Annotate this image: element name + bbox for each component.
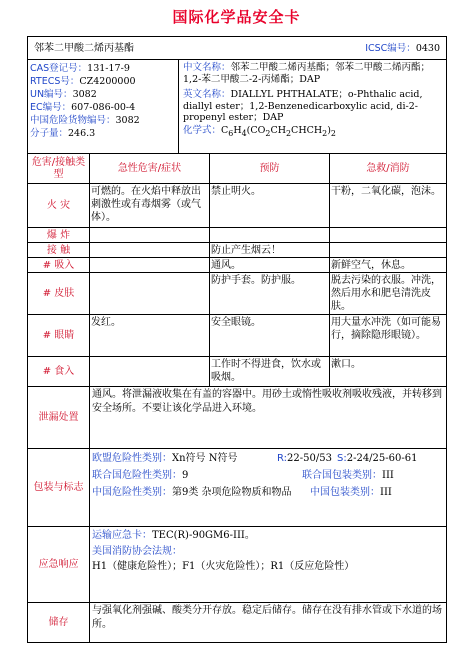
transport-card-line: [92, 528, 444, 543]
hazard-type: # 皮肤: [42, 288, 75, 299]
hazard-aid: [329, 228, 446, 242]
formula-line: [183, 125, 442, 139]
hazard-type: 爆 炸: [46, 229, 71, 241]
hazard-prevention: 工作时不得进食，饮水或吸烟。: [209, 357, 329, 386]
storage-text: 与强氧化剂强碱、酸类分开存放。稳定后储存。储存在没有排水管或下水道的场所。: [89, 603, 446, 642]
hazard-type: # 食入: [42, 366, 75, 377]
un-class-value: 9: [182, 470, 189, 481]
hazard-row-eyes: [28, 314, 446, 356]
hazard-table-header: [28, 153, 446, 183]
hazard-symptoms: 可燃的。在火焰中释放出刺激性或有毒烟雾（或气体）。: [89, 184, 209, 227]
transport-card-label: 运输应急卡：: [92, 530, 152, 541]
hazard-row-ingestion: [28, 356, 446, 386]
mw-line: [30, 127, 176, 140]
packaging-label: 包装与标志: [33, 482, 84, 493]
card-header: [28, 37, 446, 59]
ec-line: [30, 101, 176, 114]
hazard-aid: 漱口。: [329, 357, 446, 386]
cn-class-label: 中国危险性类别：: [92, 487, 172, 498]
rtecs-line: [30, 75, 176, 88]
emergency-section: [28, 526, 446, 602]
rtecs-value: CZ4200000: [79, 76, 136, 87]
ec-value: 607-086-00-4: [71, 102, 136, 113]
r-value: 22-50/53: [287, 453, 332, 464]
un-pack-label: 联合国包装类别：: [302, 470, 382, 481]
cn-name-line: [183, 62, 442, 85]
hazard-aid: 用大量水冲洗（如可能易行，摘除隐形眼镜）。: [329, 315, 446, 356]
icsc-value: 0430: [415, 42, 440, 54]
identifiers: [28, 60, 178, 153]
hazard-symptoms: 发红。: [89, 315, 209, 356]
cn-class-line: [92, 484, 444, 501]
hazard-prevention: [209, 228, 329, 242]
hazard-symptoms: [89, 357, 209, 386]
icsc-number: [365, 42, 446, 55]
eu-class-label: 欧盟危险性类别：: [92, 453, 172, 464]
col-prevention-header: 预防: [209, 154, 329, 183]
un-class-line: [92, 467, 444, 484]
en-name-value: DIALLYL PHTHALATE；o-Phthalic acid, diallyl ester；1,2-Benzenedicarboxylic acid, di-2-propenyl ester；DAP: [183, 89, 423, 123]
spill-section: [28, 386, 446, 448]
cas-label: CAS登记号：: [30, 63, 88, 74]
hazard-prevention: 防护手套。防护服。: [209, 273, 329, 314]
formula-label: 化学式：: [183, 124, 222, 136]
col-aid-header: 急救/消防: [329, 154, 446, 183]
names: [178, 60, 446, 153]
hazard-type: # 眼睛: [42, 330, 75, 341]
cn-name-value: 邻苯二甲酸二烯丙基酯；邻苯二甲酸二烯丙酯；1,2-苯二甲酸二-2-丙烯酯；DAP: [183, 62, 431, 85]
spill-text: 通风。将泄漏液收集在有盖的容器中。用砂土或惰性吸收剂吸收残液，并转移到安全场所。不要让该化学品进入环境。: [89, 387, 446, 448]
hazard-row-skin: [28, 272, 446, 314]
hazard-aid: 脱去污染的衣服。冲洗，然后用水和肥皂清洗皮肤。: [329, 273, 446, 314]
cn-name-label: 中文名称：: [183, 62, 231, 73]
cas-value: 131-17-9: [87, 63, 130, 74]
emergency-content: [89, 527, 446, 602]
storage-label: 储存: [48, 617, 69, 628]
cas-line: [30, 62, 176, 75]
packaging-content: [89, 449, 446, 526]
hazard-type: # 吸入: [42, 259, 75, 271]
hazard-symptoms: [89, 273, 209, 314]
hazard-aid: [329, 243, 446, 257]
hazard-symptoms: [89, 243, 209, 257]
r-label: R:: [277, 453, 288, 464]
icsc-label: ICSC编号：: [365, 42, 416, 54]
mw-value: 246.3: [68, 128, 96, 139]
hazard-row-inhalation: [28, 257, 446, 272]
col-symptoms-header: 急性危害/症状: [89, 154, 209, 183]
un-label: UN编号：: [30, 89, 73, 100]
un-line: [30, 88, 176, 101]
hazard-type: 火 灾: [46, 200, 71, 211]
un-pack-value: III: [382, 470, 394, 481]
safety-card: [27, 36, 447, 643]
hazard-symptoms: [89, 228, 209, 242]
hazard-prevention: 通风。: [209, 258, 329, 272]
mw-label: 分子量：: [30, 128, 69, 139]
hazard-aid: 新鲜空气，休息。: [329, 258, 446, 272]
ec-label: EC编号：: [30, 102, 72, 113]
rtecs-label: RTECS号：: [30, 76, 80, 87]
cn-label: 中国危险货物编号：: [30, 115, 116, 126]
un-class-label: 联合国危险性类别：: [92, 470, 182, 481]
eu-class-line: [92, 450, 444, 467]
eu-class-value: Xn符号 N符号: [172, 453, 238, 464]
transport-card-value: TEC(R)-90GM6-III。: [152, 530, 255, 541]
s-value: 2-24/25-60-61: [346, 453, 418, 464]
cn-pack-value: III: [380, 487, 392, 498]
cn-line: [30, 114, 176, 127]
cn-class-value: 第9类 杂项危险物质和物品: [172, 487, 292, 498]
hazard-prevention: 安全眼镜。: [209, 315, 329, 356]
en-name-label: 英文名称：: [183, 89, 231, 100]
en-name-line: [183, 89, 442, 124]
hazard-type: 接 触: [46, 244, 71, 256]
spill-label: 泄漏处置: [38, 412, 79, 423]
packaging-section: [28, 448, 446, 526]
cn-pack-label: 中国包装类别：: [310, 487, 380, 498]
chemical-name: 邻苯二甲酸二烯丙基酯: [34, 42, 134, 54]
emergency-label: 应急响应: [38, 559, 79, 570]
storage-section: [28, 602, 446, 642]
un-value: 3082: [72, 89, 97, 100]
nfpa-value: H1（健康危险性）；F1（火灾危险性）；R1（反应危险性）: [92, 561, 355, 572]
identification-block: [28, 59, 446, 153]
nfpa-line: [92, 544, 444, 574]
hazard-prevention: 禁止明火。: [209, 184, 329, 227]
hazard-aid: 干粉，二氧化碳，泡沫。: [329, 184, 446, 227]
cn-value: 3082: [115, 115, 140, 126]
hazard-prevention: 防止产生烟云！: [209, 243, 329, 257]
col-type-header: 危害/接触类型: [31, 156, 86, 180]
hazard-symptoms: [89, 258, 209, 272]
formula-value: $C_6H_4(CO_2CH_2CHCH_2)_2$: [221, 124, 336, 138]
s-label: S:: [337, 453, 347, 464]
hazard-row-fire: [28, 183, 446, 227]
hazard-row-contact: [28, 242, 446, 257]
page-title: 国际化学品安全卡: [172, 8, 301, 26]
nfpa-label: 美国消防协会法规：: [92, 546, 182, 557]
hazard-row-explosion: [28, 227, 446, 242]
